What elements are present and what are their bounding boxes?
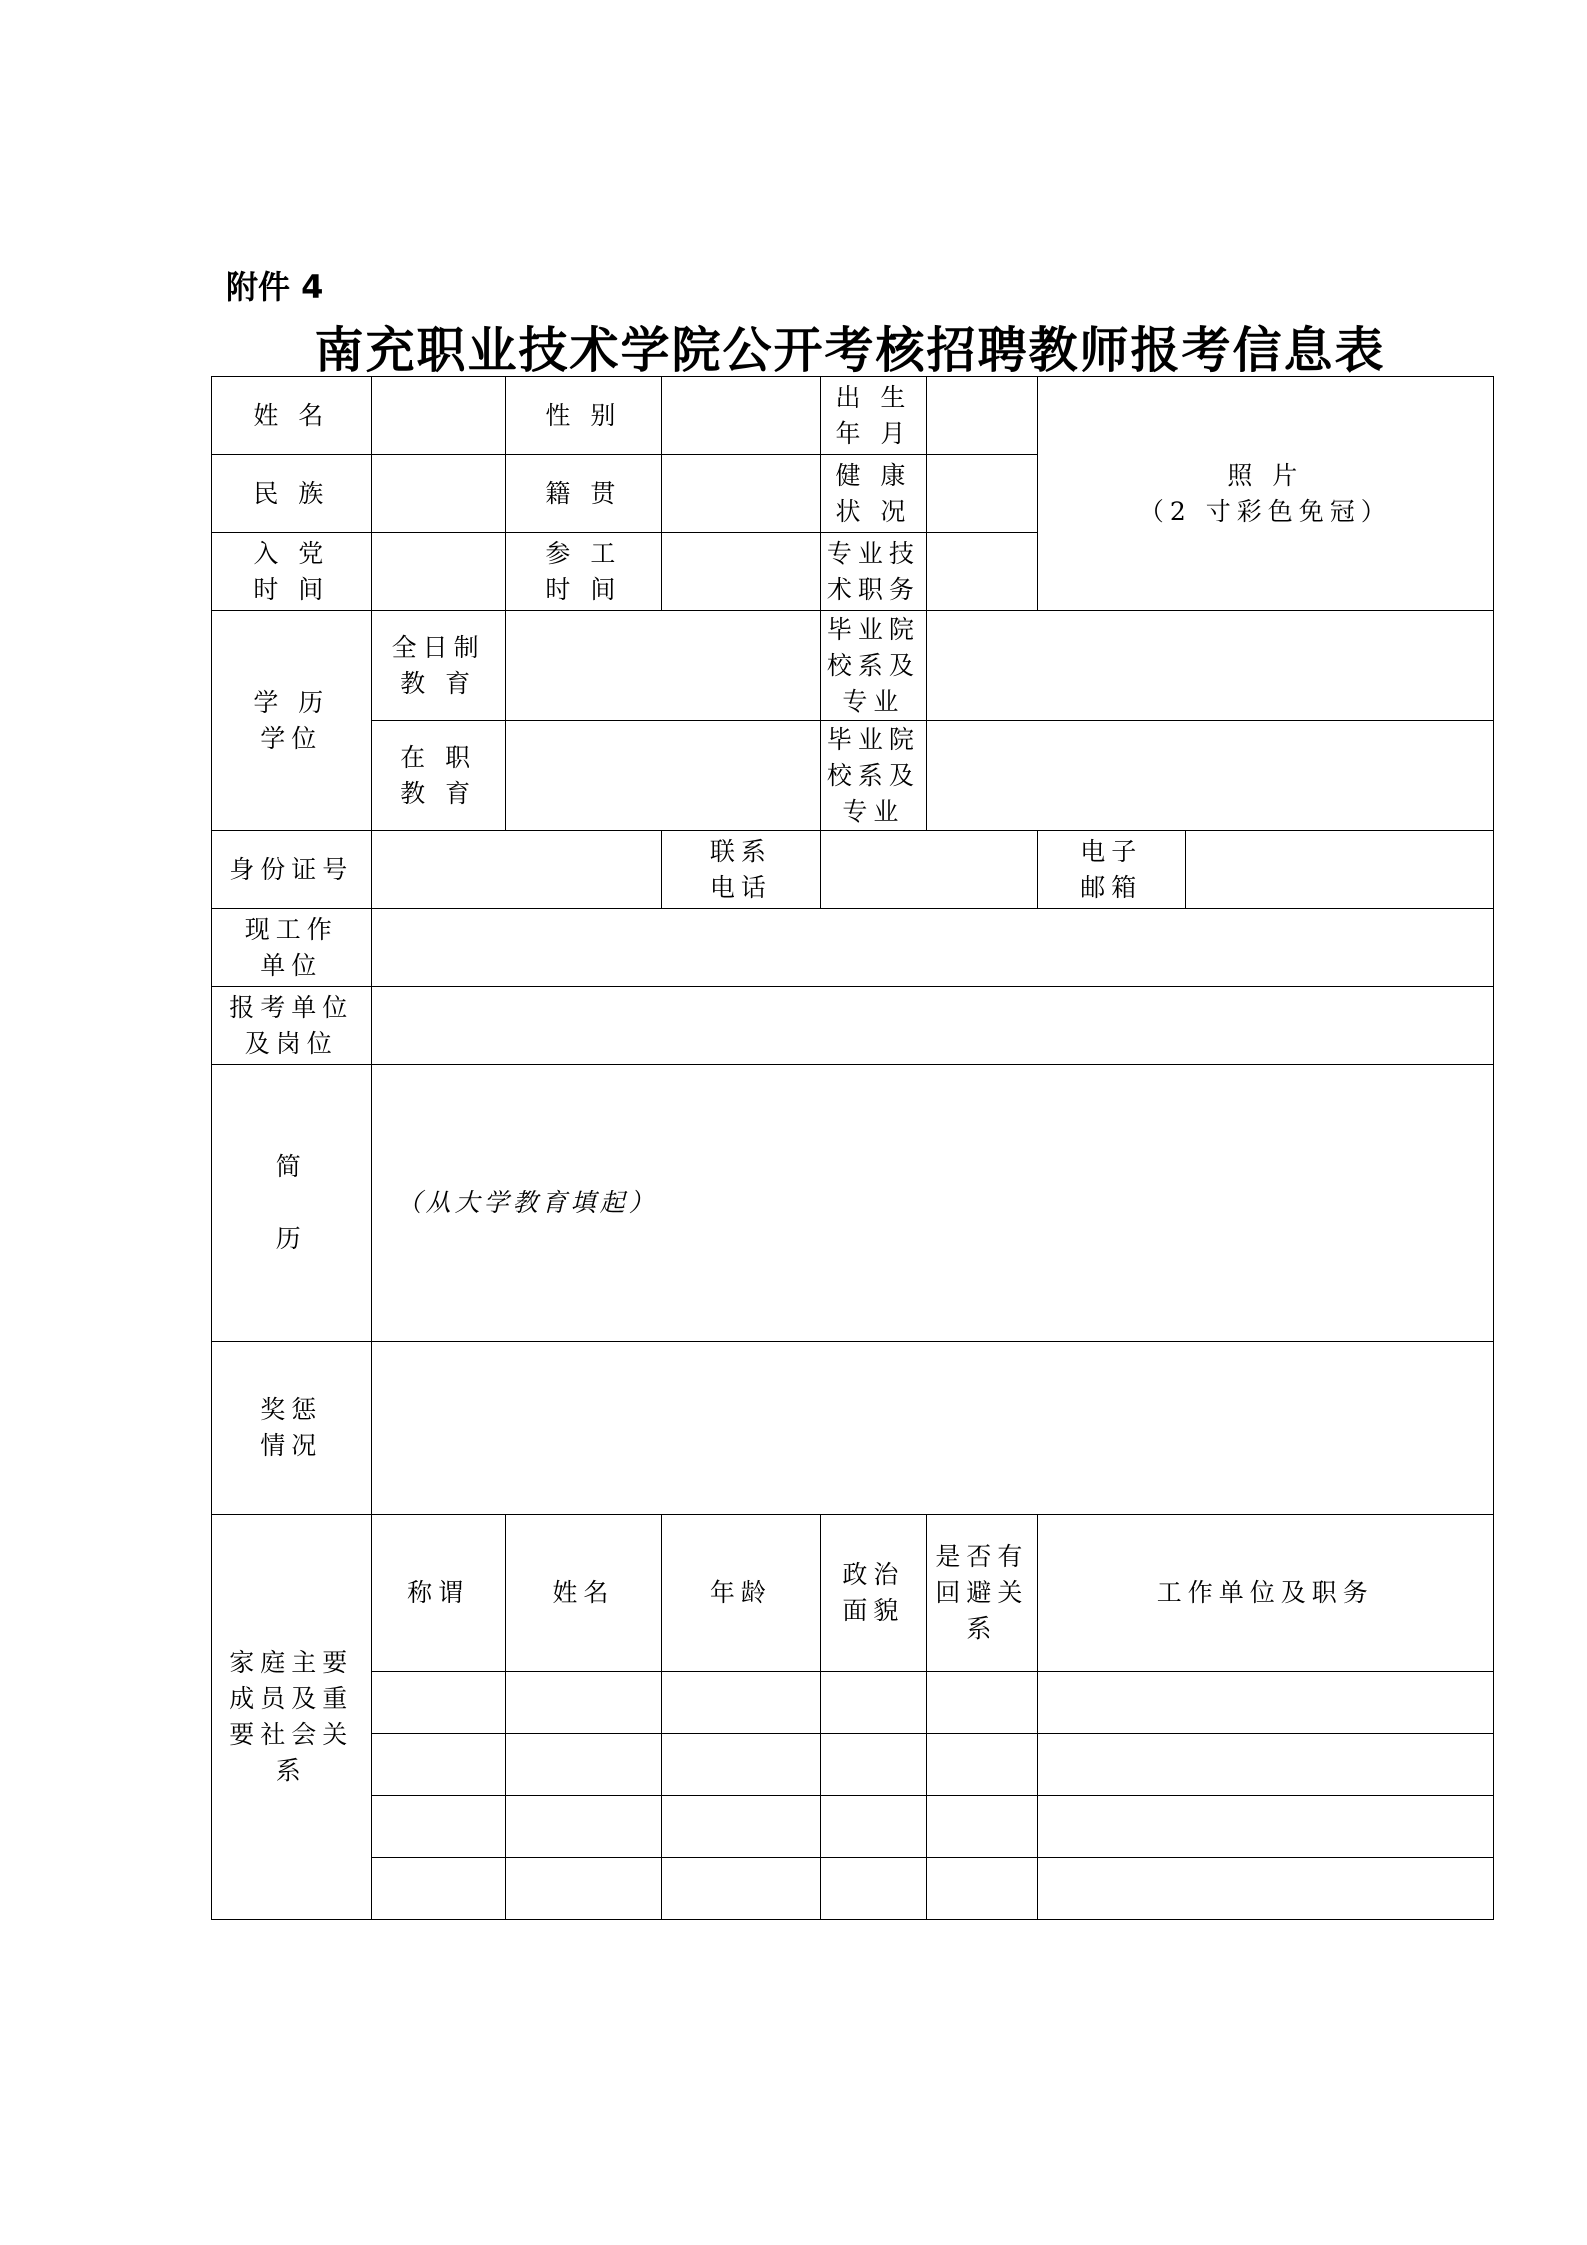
family-header-political: 政治 面貌 bbox=[820, 1515, 926, 1672]
party-date-field[interactable] bbox=[371, 533, 505, 611]
applied-unit-field[interactable] bbox=[371, 987, 1493, 1065]
family-cell[interactable] bbox=[662, 1672, 821, 1734]
current-employer-label: 现工作 单位 bbox=[212, 909, 372, 987]
education-degree-label: 学 历 学位 bbox=[212, 611, 372, 831]
registration-form-table bbox=[211, 376, 1494, 1920]
email-field[interactable] bbox=[1185, 831, 1493, 909]
gender-label: 性 别 bbox=[505, 377, 662, 455]
party-date-label: 入 党 时 间 bbox=[212, 533, 372, 611]
family-cell[interactable] bbox=[662, 1858, 821, 1920]
family-cell[interactable] bbox=[927, 1672, 1037, 1734]
family-row bbox=[212, 1672, 1494, 1734]
family-cell[interactable] bbox=[820, 1796, 926, 1858]
family-cell[interactable] bbox=[371, 1858, 505, 1920]
school-major-label-1: 毕业院 校系及 专业 bbox=[820, 611, 926, 721]
resume-label: 简 历 bbox=[212, 1065, 372, 1342]
family-cell[interactable] bbox=[1037, 1672, 1493, 1734]
family-row bbox=[212, 1734, 1494, 1796]
family-cell[interactable] bbox=[927, 1734, 1037, 1796]
photo-box[interactable]: 照 片 （2 寸彩色免冠） bbox=[1037, 377, 1493, 611]
family-cell[interactable] bbox=[1037, 1796, 1493, 1858]
inservice-edu-field[interactable] bbox=[505, 721, 820, 831]
family-cell[interactable] bbox=[927, 1796, 1037, 1858]
family-header-avoidance: 是否有 回避关 系 bbox=[927, 1515, 1037, 1672]
native-place-label: 籍 贯 bbox=[505, 455, 662, 533]
health-field[interactable] bbox=[927, 455, 1037, 533]
resume-field[interactable]: （从大学教育填起） bbox=[371, 1065, 1493, 1342]
family-cell[interactable] bbox=[662, 1734, 821, 1796]
email-label: 电子 邮箱 bbox=[1037, 831, 1185, 909]
id-number-label: 身份证号 bbox=[212, 831, 372, 909]
family-label: 家庭主要 成员及重 要社会关 系 bbox=[212, 1515, 372, 1920]
birth-label: 出 生 年 月 bbox=[820, 377, 926, 455]
family-cell[interactable] bbox=[1037, 1734, 1493, 1796]
name-label: 姓 名 bbox=[212, 377, 372, 455]
gender-field[interactable] bbox=[662, 377, 821, 455]
family-header-workplace: 工作单位及职务 bbox=[1037, 1515, 1493, 1672]
health-label: 健 康 状 况 bbox=[820, 455, 926, 533]
family-cell[interactable] bbox=[820, 1858, 926, 1920]
school-major-field-1[interactable] bbox=[927, 611, 1494, 721]
name-field[interactable] bbox=[371, 377, 505, 455]
fulltime-edu-field[interactable] bbox=[505, 611, 820, 721]
fulltime-edu-label: 全日制 教 育 bbox=[371, 611, 505, 721]
family-row bbox=[212, 1858, 1494, 1920]
work-start-label: 参 工 时 间 bbox=[505, 533, 662, 611]
school-major-field-2[interactable] bbox=[927, 721, 1494, 831]
family-cell[interactable] bbox=[927, 1858, 1037, 1920]
current-employer-field[interactable] bbox=[371, 909, 1493, 987]
work-start-field[interactable] bbox=[662, 533, 821, 611]
family-cell[interactable] bbox=[505, 1734, 662, 1796]
family-cell[interactable] bbox=[505, 1672, 662, 1734]
rewards-label: 奖惩 情况 bbox=[212, 1342, 372, 1515]
rewards-field[interactable] bbox=[371, 1342, 1493, 1515]
ethnicity-field[interactable] bbox=[371, 455, 505, 533]
family-header-relation: 称谓 bbox=[371, 1515, 505, 1672]
form-title: 南充职业技术学院公开考核招聘教师报考信息表 bbox=[314, 322, 1386, 379]
inservice-edu-label: 在 职 教 育 bbox=[371, 721, 505, 831]
family-cell[interactable] bbox=[1037, 1858, 1493, 1920]
family-cell[interactable] bbox=[505, 1796, 662, 1858]
family-header-age: 年龄 bbox=[662, 1515, 821, 1672]
family-cell[interactable] bbox=[662, 1796, 821, 1858]
id-number-field[interactable] bbox=[371, 831, 662, 909]
title-post-label: 专业技 术职务 bbox=[820, 533, 926, 611]
family-cell[interactable] bbox=[820, 1672, 926, 1734]
annex-label: 附件 4 bbox=[226, 268, 324, 306]
family-header-name: 姓名 bbox=[505, 1515, 662, 1672]
family-cell[interactable] bbox=[820, 1734, 926, 1796]
family-cell[interactable] bbox=[505, 1858, 662, 1920]
native-place-field[interactable] bbox=[662, 455, 821, 533]
title-post-field[interactable] bbox=[927, 533, 1037, 611]
family-cell[interactable] bbox=[371, 1734, 505, 1796]
phone-label: 联系 电话 bbox=[662, 831, 821, 909]
phone-field[interactable] bbox=[820, 831, 1037, 909]
family-cell[interactable] bbox=[371, 1796, 505, 1858]
applied-unit-label: 报考单位 及岗位 bbox=[212, 987, 372, 1065]
family-cell[interactable] bbox=[371, 1672, 505, 1734]
family-row bbox=[212, 1796, 1494, 1858]
ethnicity-label: 民 族 bbox=[212, 455, 372, 533]
school-major-label-2: 毕业院 校系及 专业 bbox=[820, 721, 926, 831]
birth-field[interactable] bbox=[927, 377, 1037, 455]
